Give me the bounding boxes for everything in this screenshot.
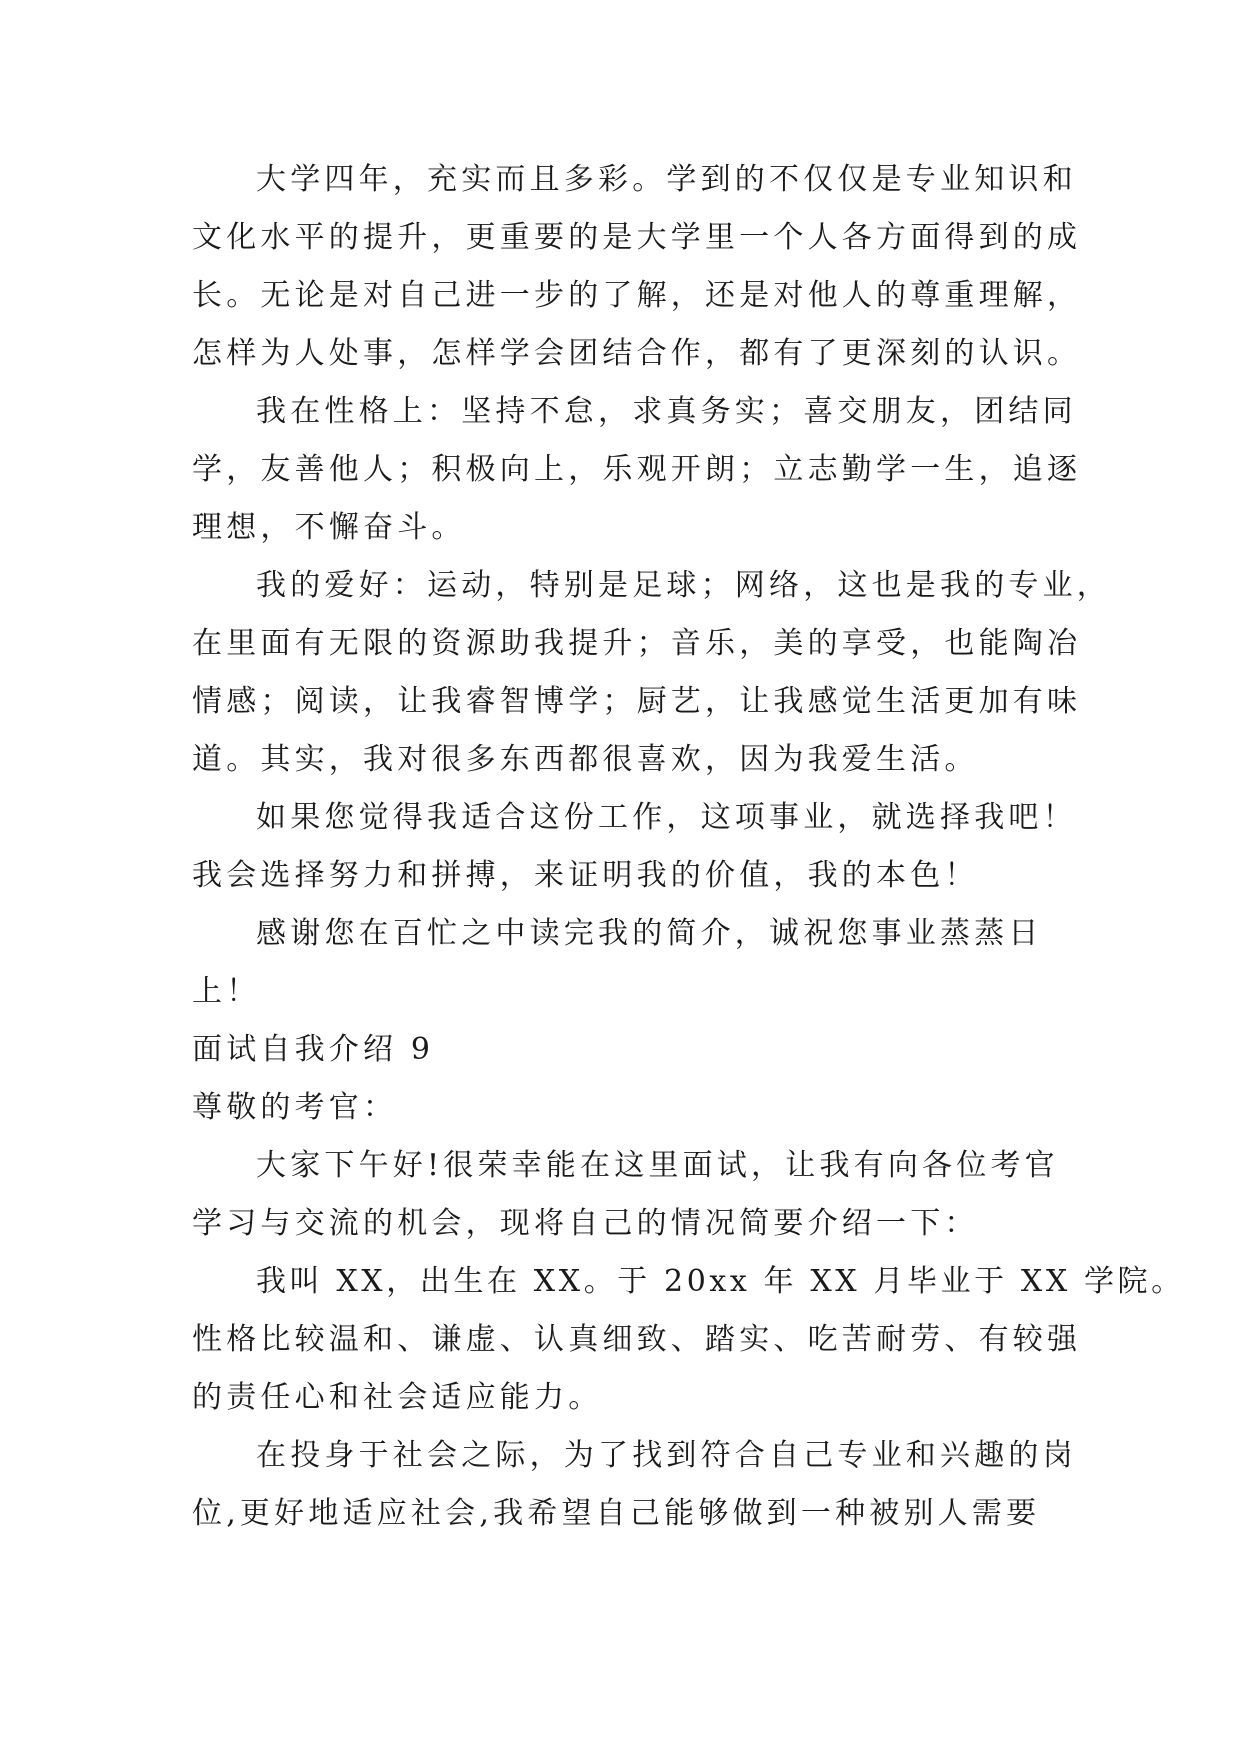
paragraph-line: 学，友善他人；积极向上，乐观开朗；立志勤学一生，追逐 — [192, 452, 1082, 487]
paragraph-line: 长。无论是对自己进一步的了解，还是对他人的尊重理解， — [192, 278, 1082, 313]
paragraph-line: 性格比较温和、谦虚、认真细致、踏实、吃苦耐劳、有较强 — [192, 1322, 1082, 1357]
paragraph-line: 我在性格上：坚持不怠，求真务实；喜交朋友，团结同 — [256, 394, 1077, 429]
paragraph-line: 的责任心和社会适应能力。 — [192, 1380, 603, 1415]
paragraph-line: 我叫 XX，出生在 XX。于 20xx 年 XX 月毕业于 XX 学院。 — [256, 1264, 1185, 1299]
paragraph-line: 我会选择努力和拼搏，来证明我的价值，我的本色！ — [192, 858, 979, 893]
paragraph-line: 大学四年，充实而且多彩。学到的不仅仅是专业知识和 — [256, 162, 1077, 197]
section-heading: 面试自我介绍 9 — [192, 1032, 435, 1067]
paragraph-line: 文化水平的提升，更重要的是大学里一个人各方面得到的成 — [192, 220, 1082, 255]
paragraph-line: 在投身于社会之际，为了找到符合自己专业和兴趣的岗 — [256, 1438, 1077, 1473]
paragraph-line: 道。其实，我对很多东西都很喜欢，因为我爱生活。 — [192, 742, 979, 777]
paragraph-line: 在里面有无限的资源助我提升；音乐，美的享受，也能陶冶 — [192, 626, 1082, 661]
paragraph-line: 情感；阅读，让我睿智博学；厨艺，让我感觉生活更加有味 — [192, 684, 1082, 719]
salutation: 尊敬的考官： — [192, 1090, 398, 1125]
paragraph-line: 我的爱好：运动，特别是足球；网络，这也是我的专业， — [256, 568, 1111, 603]
paragraph-line: 感谢您在百忙之中读完我的简介，诚祝您事业蒸蒸日 — [256, 916, 1043, 951]
paragraph-line: 怎样为人处事，怎样学会团结合作，都有了更深刻的认识。 — [192, 336, 1082, 371]
paragraph-line: 上！ — [192, 974, 261, 1009]
paragraph-line: 理想，不懈奋斗。 — [192, 510, 466, 545]
paragraph-line: 位,更好地适应社会,我希望自己能够做到一种被别人需要 — [192, 1496, 1041, 1531]
paragraph-line: 大家下午好!很荣幸能在这里面试，让我有向各位考官 — [256, 1148, 1059, 1183]
paragraph-line: 如果您觉得我适合这份工作，这项事业，就选择我吧！ — [256, 800, 1077, 835]
paragraph-line: 学习与交流的机会，现将自己的情况简要介绍一下： — [192, 1206, 979, 1241]
